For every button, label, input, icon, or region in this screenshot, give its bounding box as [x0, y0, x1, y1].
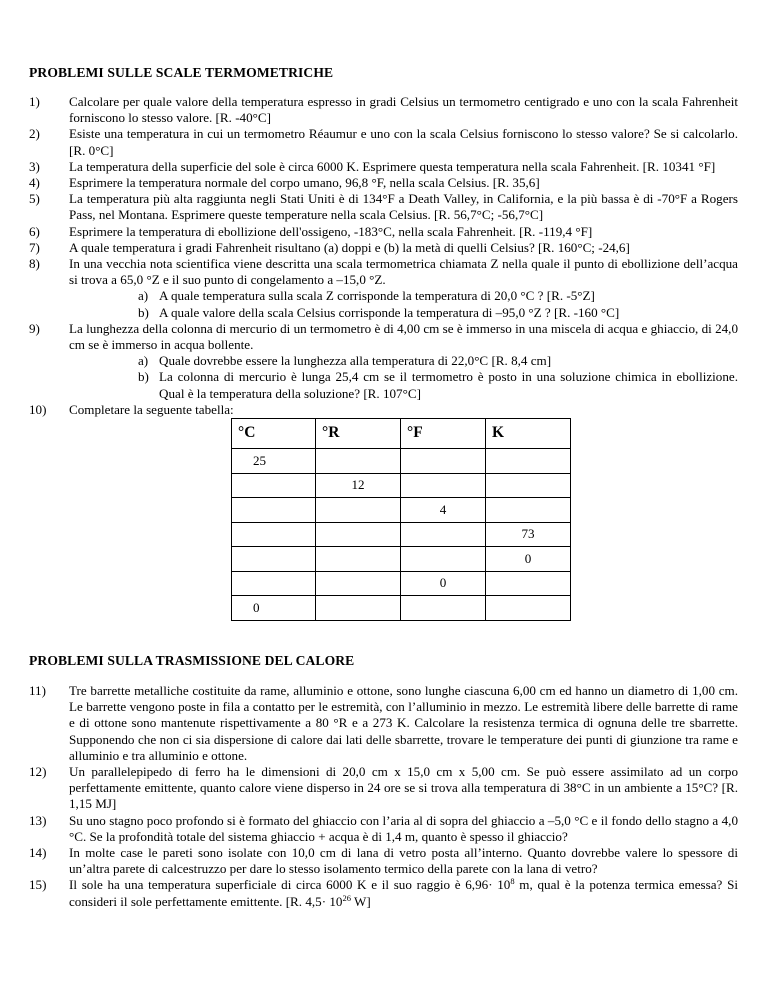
problem-item [29, 402, 738, 418]
table-cell [316, 522, 401, 547]
section-title-heat-transmission: PROBLEMI SULLA TRASMISSIONE DEL CALORE [29, 653, 355, 668]
temperature-conversion-table [231, 418, 571, 621]
sub-question-text: La colonna di mercurio è lunga 25,4 cm se il termometro è posto in una soluzione chimica in ebollizione. Qual è la temperatura della soluzione? [R. 107°C] [159, 369, 738, 401]
table-row [232, 449, 571, 474]
problem-text: In molte case le pareti sono isolate con 10,0 cm di lana di vetro posta all’interno. Quanto dovrebbe valere lo spessore di un’altra parete di calcestruzzo per dare lo stesso isolamento termico della parete con la lana di vetro? [69, 845, 738, 877]
problem-text: A quale temperatura i gradi Fahrenheit risultano (a) doppi e (b) la metà di quelli Celsius? [R. 160°C; -24,6] [69, 239, 630, 255]
table-cell [232, 498, 316, 523]
problem-number: 9) [29, 320, 40, 336]
table-cell [232, 473, 316, 498]
problem-number: 4) [29, 175, 40, 191]
problem-number: 1) [29, 94, 40, 109]
problem-text: La temperatura della superficie del sole è circa 6000 K. Esprimere questa temperatura nella scala Fahrenheit. [R. 10341 °F] [69, 158, 716, 174]
problem-number: 2) [29, 126, 40, 142]
problem-text: La temperatura più alta raggiunta negli Stati Uniti è di 134°F a Death Valley, in California, e la più bassa è di -70°F a Rogers Pass, nel Montana. Esprimere queste temperature nella scala Celsius. [R. 56,7°C; -56,7°C] [69, 191, 738, 223]
problem-number: 12) [29, 764, 47, 780]
problem-text: W] [350, 893, 371, 909]
table-row [232, 498, 571, 523]
problem-item [29, 159, 738, 175]
problem-number: 7) [29, 239, 40, 255]
sub-question-item [138, 353, 738, 369]
problem-text: m, qual è la potenza termica emessa? Si consideri il sole perfettamente emittente. [R. 4,5 [69, 877, 738, 909]
column-header: °R [316, 419, 401, 449]
multiply-dot: · [488, 877, 493, 893]
table-cell: 0 [486, 547, 571, 572]
column-header: °F [401, 419, 486, 449]
table-cell: 4 [401, 498, 486, 523]
table-cell [401, 596, 486, 621]
table-row [232, 596, 571, 621]
problem-number: 6) [29, 223, 40, 239]
problem-text: Il sole ha una temperatura superficiale di circa 6000 K e il suo raggio è 6,96 [69, 877, 489, 893]
problem-item [29, 683, 738, 764]
table-cell [486, 596, 571, 621]
problem-number: 15) [29, 877, 47, 893]
table-cell [401, 449, 486, 474]
problem-text: In una vecchia nota scientifica viene descritta una scala termometrica chiamata Z nella quale il punto di ebollizione dell’acqua si trova a 65,0 °Z e il suo punto di congelamento a –15,0 °Z. [69, 256, 738, 288]
problem-item [29, 813, 738, 845]
table-header-row [232, 419, 571, 449]
problem-text: Esprimere la temperatura di ebollizione dell'ossigeno, -183°C, nella scala Fahrenheit. [R. -119,4 °F] [69, 223, 593, 239]
table-cell [316, 571, 401, 596]
table-row [232, 571, 571, 596]
sub-question-item [138, 288, 738, 304]
table-cell [486, 498, 571, 523]
problem-item [29, 224, 738, 240]
problem-item [29, 764, 738, 813]
table-row [232, 473, 571, 498]
problem-number: 11) [29, 683, 46, 698]
problem-item [29, 877, 738, 909]
table-cell [401, 473, 486, 498]
table-row [232, 547, 571, 572]
exponent: 8 [510, 876, 515, 887]
problem-item [29, 191, 738, 223]
sub-question-letter: b) [138, 304, 149, 320]
sub-question-list [69, 288, 738, 320]
problem-item [29, 321, 738, 402]
table-cell [232, 522, 316, 547]
problem-list-heat-transmission [29, 683, 738, 910]
problem-item [29, 94, 738, 126]
problem-item [29, 845, 738, 877]
table-cell: 73 [486, 522, 571, 547]
sub-question-letter: a) [138, 353, 149, 369]
table-cell [232, 547, 316, 572]
problem-text: Completare la seguente tabella: [69, 401, 234, 417]
problem-number: 13) [29, 812, 47, 828]
problem-text: Su uno stagno poco profondo si è formato del ghiaccio con l’aria al di sopra del ghiaccio a –5,0 °C e il fondo dello stagno a 4,0 °C. Se la profondità totale del sistema ghiaccio + acqua è di 1,4 m, quanto è spesso il ghiaccio? [69, 812, 738, 844]
problem-number: 5) [29, 191, 40, 207]
table-cell: 0 [401, 571, 486, 596]
table-row [232, 522, 571, 547]
problem-item [29, 175, 738, 191]
table-cell [316, 498, 401, 523]
column-header: K [486, 419, 571, 449]
problem-text: Un parallelepipedo di ferro ha le dimensioni di 20,0 cm x 15,0 cm x 5,00 cm. Se può essere assimilato ad un corpo perfettamente emittente, quanto calore viene disperso in 24 ore se si trova alla temperatura di 38°C in un ambiente a 15°C? [R. 1,15 MJ] [69, 764, 738, 812]
sub-question-text: A quale valore della scala Celsius corrisponde la temperatura di –95,0 °Z ? [R. -160 °C] [159, 304, 620, 320]
column-header: °C [232, 419, 316, 449]
problem-number: 14) [29, 845, 47, 861]
section-title-thermometric-scales: PROBLEMI SULLE SCALE TERMOMETRICHE [29, 65, 334, 80]
problem-text: Esiste una temperatura in cui un termometro Réaumur e uno con la scala Celsius forniscono lo stesso valore? Se si calcolarlo. [R. 0°C] [69, 126, 738, 158]
sub-question-letter: b) [138, 369, 149, 385]
problem-item [29, 256, 738, 321]
problem-item [29, 240, 738, 256]
table-cell [316, 596, 401, 621]
sub-question-item [138, 305, 738, 321]
table-cell [316, 547, 401, 572]
table-cell [401, 547, 486, 572]
table-cell [401, 522, 486, 547]
table-cell [232, 571, 316, 596]
power-base: 10 [326, 893, 343, 909]
problem-list-thermometric-scales [29, 94, 738, 418]
table-cell: 12 [316, 473, 401, 498]
problem-text: Tre barrette metalliche costituite da rame, alluminio e ottone, sono lunghe ciascuna 6,00 cm ed hanno un diametro di 1,00 cm. Le barrette vengono poste in fila a contatto per le estremità, con l’alluminio in mezzo. Le estremità libere delle barrette di rame e di ottone sono mantenute rispettivamente a 80 °R e a 273 K. Calcolare la resistenza termica di ognuna delle tre sbarrette. Supponendo che non ci sia dispersione di calore dai lati delle sbarrette, trovare le temperature dei punti di giunzione tra rame e alluminio e tra alluminio e ottone. [69, 683, 738, 763]
problem-text: La lunghezza della colonna di mercurio di un termometro è di 4,00 cm se è immerso in una miscela di acqua e ghiaccio, di 24,0 cm se è immerso in acqua bollente. [69, 320, 738, 353]
table-cell [486, 473, 571, 498]
sub-question-text: A quale temperatura sulla scala Z corrisponde la temperatura di 20,0 °C ? [R. -5°Z] [159, 288, 595, 304]
sub-question-text: Quale dovrebbe essere la lunghezza alla temperatura di 22,0°C [R. 8,4 cm] [159, 353, 552, 369]
problem-text: Calcolare per quale valore della temperatura espresso in gradi Celsius un termometro centigrado e uno con la scala Fahrenheit forniscono lo stesso valore. [R. -40°C] [69, 94, 738, 126]
table-cell [316, 449, 401, 474]
problem-number: 8) [29, 256, 40, 272]
problem-text: Esprimere la temperatura normale del corpo umano, 96,8 °F, nella scala Celsius. [R. 35,6] [69, 175, 540, 191]
table-cell [486, 571, 571, 596]
table-cell: 25 [232, 449, 316, 474]
sub-question-list [69, 353, 738, 402]
table-cell: 0 [232, 596, 316, 621]
sub-question-letter: a) [138, 288, 149, 304]
power-base: 10 [492, 877, 511, 893]
problem-number: 10) [29, 401, 47, 417]
problem-item [29, 126, 738, 158]
problem-number: 3) [29, 158, 40, 174]
exponent: 26 [342, 892, 351, 903]
sub-question-item [138, 369, 738, 401]
multiply-dot: · [321, 893, 327, 909]
table-cell [486, 449, 571, 474]
